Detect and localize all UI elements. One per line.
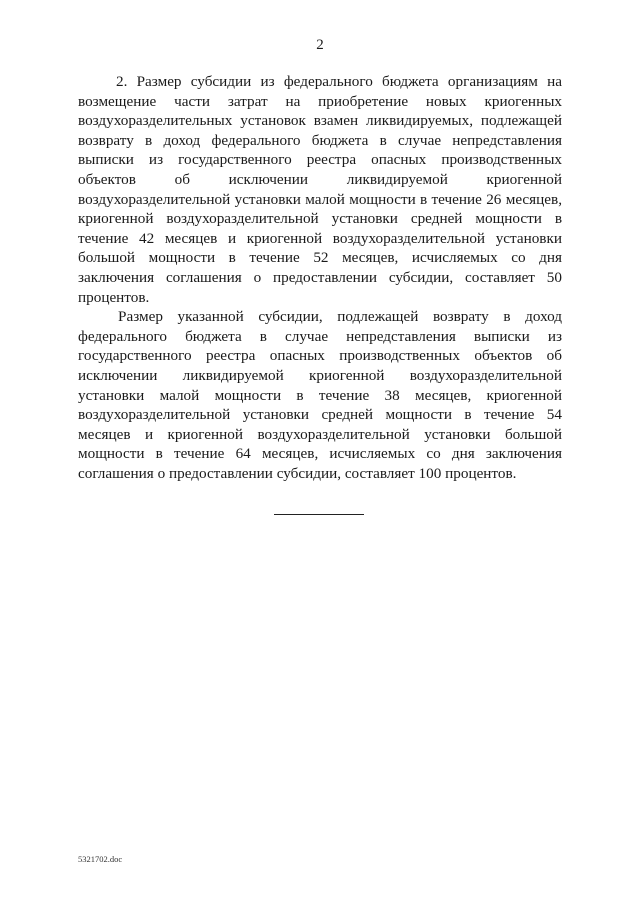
page-number: 2 xyxy=(316,37,324,53)
paragraph-subsidy-50-percent: 2. Размер субсидии из федерального бюджета организациям на возмещение части затрат на приобретение новых криогенных воздухоразделительных установок взамен ликвидируемых, подлежащей возврату в доход федерального бюджета в случае непредставления выписки из государственного реестра опасных производственных объектов об исключении ликвидируемой криогенной воздухоразделительной установки малой мощности в течение 26 месяцев, криогенной воздухоразделительной установки средней мощности в течение 42 месяцев и криогенной воздухоразделительной установки большой мощности в течение 52 месяцев, исчисляемых со дня заключения соглашения о предоставлении субсидии, составляет 50 процентов. xyxy=(78,73,562,306)
file-reference: 5321702.doc xyxy=(78,854,123,864)
end-divider xyxy=(274,514,364,515)
paragraph-subsidy-100-percent: Размер указанной субсидии, подлежащей возврату в доход федерального бюджета в случае непредставления выписки из государственного реестра опасных производственных объектов об исключении ликвидируемой криогенной воздухоразделительной установки малой мощности в течение 38 месяцев, криогенной воздухоразделительной установки средней мощности в течение 54 месяцев и криогенной воздухоразделительной установки большой мощности в течение 64 месяцев, исчисляемых со дня заключения соглашения о предоставлении субсидии, составляет 100 процентов. xyxy=(78,308,562,482)
document-body xyxy=(78,72,562,483)
